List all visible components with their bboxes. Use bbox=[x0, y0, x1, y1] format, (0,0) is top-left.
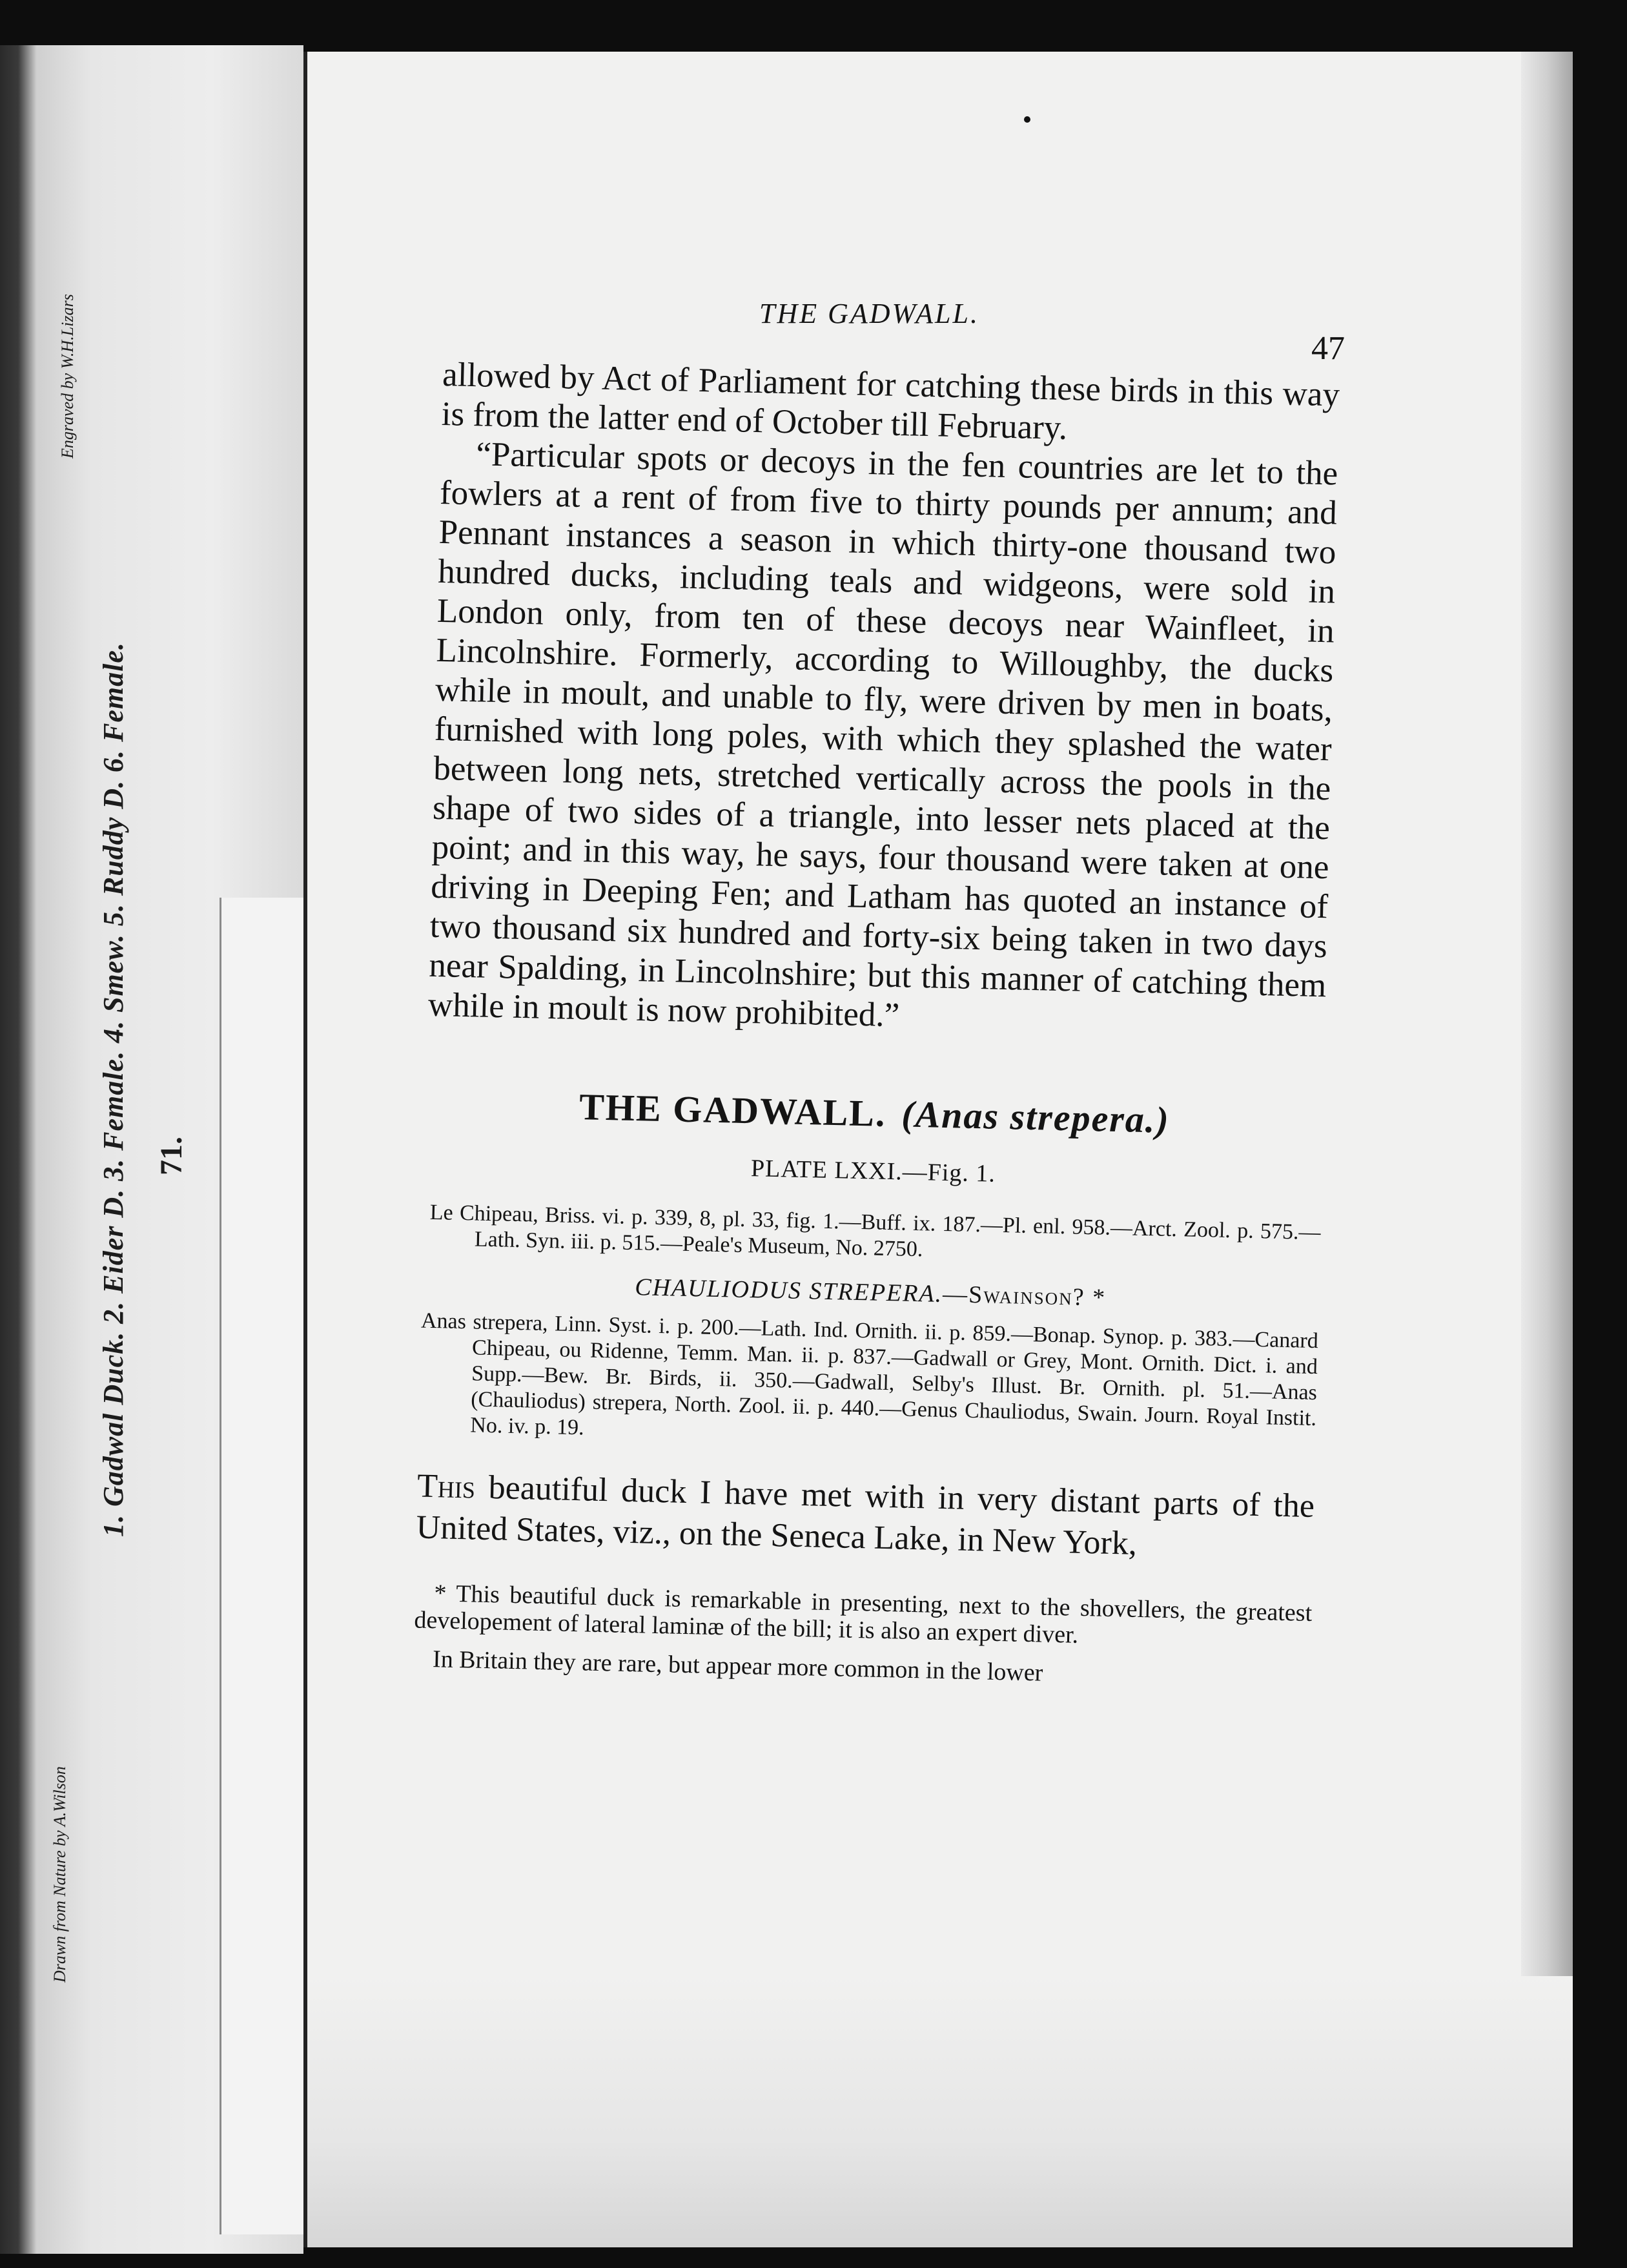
plate-reference: PLATE LXXI.—Fig. 1. bbox=[750, 1155, 996, 1188]
page-number: 47 bbox=[1311, 330, 1345, 367]
synonymy-block: Le Chipeau, Briss. vi. p. 339, 8, pl. 33, fig. 1.—Buff. ix. 187.—Pl. enl. 958.—Arct. Zool. p. 575.—Lath. Syn. iii. p. 515.—Peale's Museum, No. 2750. bbox=[429, 1200, 1321, 1262]
text-column bbox=[413, 355, 1340, 1693]
lead-word: This bbox=[416, 1467, 476, 1506]
synonymy-block-2: Anas strepera, Linn. Syst. i. p. 200.—Lath. Ind. Ornith. ii. p. 859.—Bonap. Synop. p. 383.—Canard Chipeau, ou Ridenne, Temm. Man. ii. p. 837.—Gadwall or Grey, Mont. Ornith. Dict. i. and Supp.—Bew. Br. Birds, ii. 350.—Gadwall, Selby's Illust. Br. Ornith. pl. 51.—Anas (Chauliodus) strepera, North. Zool. ii. p. 440.—Genus Chauliodus, Swain. Journ. Royal Instit. No. iv. p. 19. bbox=[420, 1308, 1319, 1440]
text-page bbox=[303, 52, 1573, 2247]
genus-name: CHAULIODUS STREPERA. bbox=[634, 1273, 943, 1308]
plate-caption: 1. Gadwal Duck. 2. Eider D. 3. Female. 4. Smew. 5. Ruddy D. 6. Female. bbox=[97, 642, 129, 1537]
section-title bbox=[425, 1082, 1324, 1146]
species-description bbox=[416, 1466, 1315, 1569]
running-head: THE GADWALL. bbox=[759, 298, 979, 329]
genus-line bbox=[422, 1268, 1320, 1317]
plate-number: 71. bbox=[154, 1137, 189, 1175]
footnote: * This beautiful duck is remarkable in presenting, next to the shovellers, the greatest developement of lateral laminæ of the bill; it is also an expert diver. bbox=[414, 1580, 1313, 1649]
page-edge bbox=[1521, 52, 1573, 2247]
ink-speck bbox=[1024, 116, 1030, 123]
engraver-credit: Engraved by W.H.Lizars bbox=[58, 294, 77, 459]
paragraph-continued: allowed by Act of Parliament for catching these birds in this way is from the latter end of October till February. bbox=[441, 355, 1340, 447]
description-text: beautiful duck I have met with in very distant parts of the United States, viz., on the Seneca Lake, in New York, bbox=[416, 1469, 1315, 1562]
paragraph-quote: “Particular spots or decoys in the fen countries are let to the fowlers at a rent of from five to thirty pounds per annum; and Pennant instances a season in which thirty-one thousand two hundred ducks, including teals and widgeons, were sold in London only, from ten of these decoys near Wainfleet, in Lincolnshire. Formerly, according to Willoughby, the ducks while in moult, and unable to fly, were driven by men in boats, furnished with long poles, with which they splashed the water between long nets, stretched vertically across the pools in the shape of two sides of a triangle, into lesser nets placed at the point; and in this way, he says, four thousand were taken at one driving in Deeping Fen; and Latham has quoted an instance of two thousand six hundred and forty-six being taken in two days near Spalding, in Lincolnshire; but this manner of catching them while in moult is now prohibited.” bbox=[427, 435, 1338, 1035]
genus-author: —Swainson? * bbox=[942, 1280, 1107, 1312]
plate-flap bbox=[220, 898, 312, 2234]
section-title-scientific: (Anas strepera.) bbox=[901, 1093, 1171, 1141]
artist-credit: Drawn from Nature by A.Wilson bbox=[50, 1766, 69, 1983]
page-bottom-margin bbox=[307, 1976, 1573, 2247]
footnote-continuation: In Britain they are rare, but appear more common in the lower bbox=[432, 1645, 1043, 1687]
section-title-common: THE GADWALL. bbox=[578, 1086, 887, 1135]
